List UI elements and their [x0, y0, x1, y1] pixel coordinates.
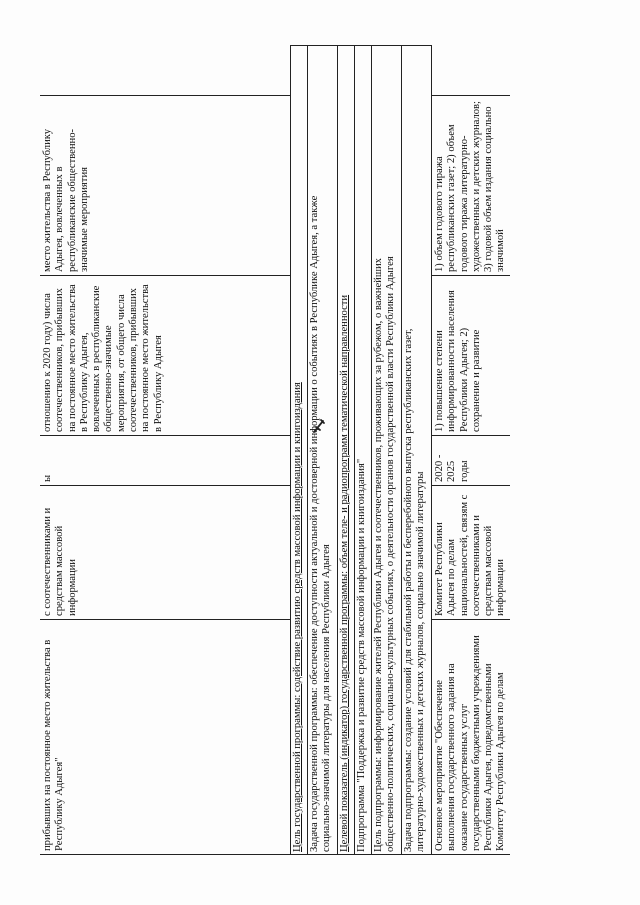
goal-row — [291, 45, 307, 855]
goal-text: Цель государственной программы: содействие развитию средств массовой информации и книгоиздания — [292, 382, 303, 852]
sub-task-line-2: литературно-художественных и детских журналов, социально значимой литературы — [415, 471, 427, 852]
table-row-bottom — [432, 45, 510, 855]
cell-text: Комитет Республики Адыгея по делам национальностей, связям с соотечественниками и средствам массовой информации — [434, 494, 507, 616]
cell-top-period — [40, 435, 290, 485]
subprogram-row — [355, 45, 371, 855]
cell-top-indicator — [40, 95, 290, 275]
cell-text: 1) объем годового тиража республиканских газет; 2) объем годового тиража литературно-художественных и детских журналов; 3) годовой объем издания социально значимой — [434, 100, 507, 272]
cell-top-event — [40, 619, 290, 855]
cell-bottom-executor — [432, 485, 510, 619]
subprogram-goal-row — [372, 45, 401, 855]
task-text-line-2: социально-значимой литературы для населения Республики Адыгея — [321, 544, 333, 852]
cell-bottom-indicator — [432, 95, 510, 275]
rotated-table — [40, 45, 510, 855]
cell-text: отношению к 2020 году) числа соотечественников, прибывших на постоянное место жительства в Республику Адыгея, вовлеченных в республиканские общественно-значимые мероприятия, от общего числа соотечественников, прибывших на постоянное место жительства в Республику Адыгея — [42, 284, 164, 432]
cell-top-executor — [40, 485, 290, 619]
cell-text: место жительства в Республику Адыгея, вовлеченных в республиканские общественно-значимые мероприятия — [42, 128, 90, 272]
table-row-top — [40, 45, 290, 855]
cell-bottom-event — [432, 619, 510, 855]
cell-bottom-result — [432, 275, 510, 435]
cell-text: Основное мероприятие "Обеспечение выполнения государственного задания на оказание государственных услуг государственными бюджетными учреждениями Республики Адыгея, подведомственными Комитету Республики Адыгея по делам — [434, 635, 507, 851]
task-text-line-1: Задача государственной программы: обеспечение доступности актуальной и достоверной информации о событиях в Республике Адыгея, а также — [309, 195, 320, 852]
cell-text: 2020 - 2025 годы — [434, 454, 470, 482]
cell-text: ы — [42, 474, 53, 482]
indicator-text: Целевой показатель (индикатор) государственной программы: объем теле- и радиопрограмм тематической направленности — [339, 294, 350, 852]
subprogram-text: Подпрограмма "Поддержка и развитие средств массовой информации и книгоиздания" — [356, 458, 367, 852]
sub-goal-line-2: общественно-политических, социально-культурных событиях, о деятельности органов государственной власти Республики Адыгея — [385, 256, 397, 852]
indicator-row — [338, 45, 354, 855]
cell-top-result — [40, 275, 290, 435]
cell-text: с соотечественниками и средствам массовой информации — [42, 507, 78, 616]
sub-goal-line-1: Цель подпрограммы: информирование жителей Республики Адыгея и соотечественников, проживающих за рубежом, о важнейших — [373, 258, 384, 852]
cell-bottom-period — [432, 435, 510, 485]
subprogram-task-row — [402, 45, 431, 855]
cell-text: прибывших на постоянное место жительства в Республику Адыгея" — [42, 639, 66, 851]
pen-mark-icon — [312, 418, 326, 434]
sub-task-line-1: Задача подпрограммы: создание условий для стабильной работы и бесперебойного выпуска республиканских газет, — [403, 328, 414, 852]
cell-text: 1) повышение степени информированности населения Республики Адыгея; 2) сохранение и развитие — [434, 290, 482, 432]
task-row — [308, 45, 337, 855]
